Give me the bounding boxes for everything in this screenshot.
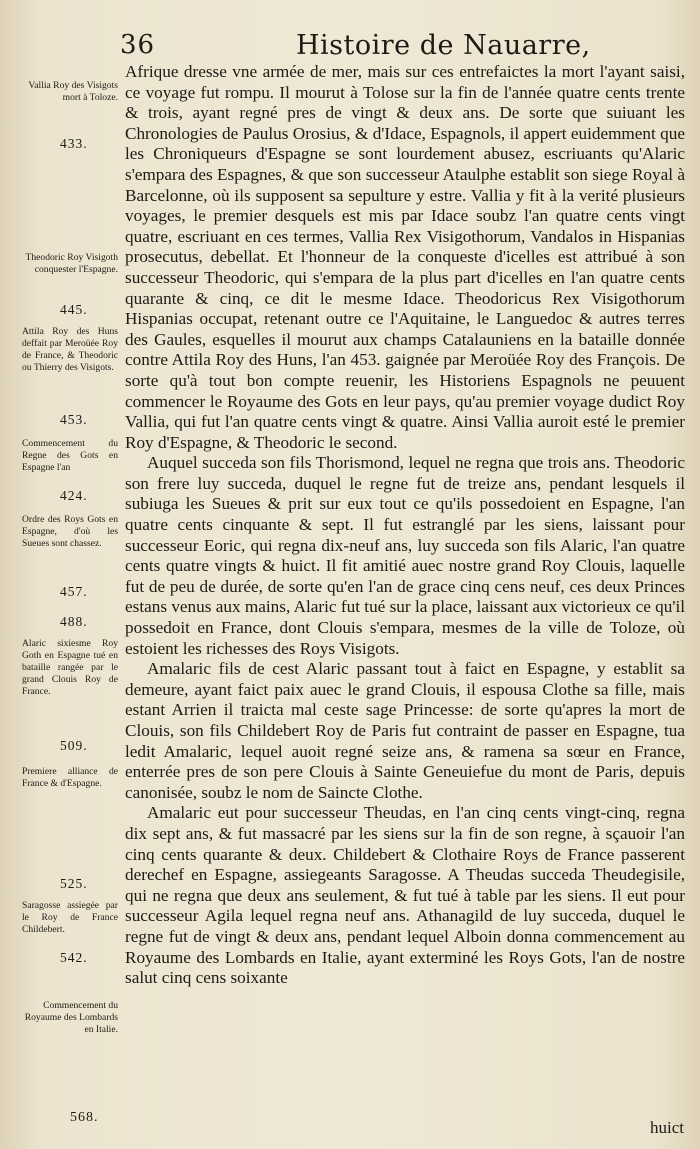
margin-note: Commencement du Royaume des Lombards en Italie.: [24, 1000, 118, 1035]
margin-note: Premiere alliance de France & d'Espagne.: [22, 766, 118, 789]
margin-year: 568.: [70, 1110, 99, 1125]
page-number: 36: [120, 30, 156, 60]
margin-note: Alaric sixiesme Roy Goth en Espagne tué en bataille rangée par le grand Clouis Roy de France.: [22, 638, 118, 697]
margin-note: Attila Roy des Huns deffait par Meroüée Roy de France, & Theodoric ou Thierry des Visigots.: [22, 326, 118, 373]
margin-year: 509.: [60, 738, 88, 753]
paragraph: Auquel succeda son fils Thorismond, lequel ne regna que trois ans. Theodoric son frere luy succeda, duquel le regne fut de treize ans, pendant lesquels il subiuga les Sueues & prit sur eux tout ce qu'ils possedoient en Espagne, l'an quatre cents cinquante & sept. Il fut estranglé par les siens, laissant pour successeur Eoric, qui regna dix-neuf ans, luy succeda son fils Alaric, l'an quatre cents quatre vingts & huict. Il fit amitié auec nostre grand Roy Clouis, laquelle fut de peu de durée, de sorte qu'en l'an de grace cinq cens neuf, ces deux Princes estans venus aux mains, Alaric fut tué sur la place, laissant aux victorieux ce qu'il possedoit en France, dont Clouis s'empara, mesmes de la ville de Toloze, où estoient les richesses des Roys Visigots.: [125, 453, 685, 658]
margin-note: Vallia Roy des Visigots mort à Toloze.: [28, 80, 118, 103]
margin-year: 488.: [60, 614, 88, 629]
margin-year: 424.: [60, 488, 88, 503]
margin-year: 542.: [60, 950, 88, 965]
margin-note: Ordre des Roys Gots en Espagne, d'où les Sueues sont chassez.: [22, 514, 118, 549]
paragraph: Afrique dresse vne armée de mer, mais sur ces entrefaictes la mort l'ayant saisi, ce voyage fut rompu. Il mourut à Tolose sur la fin de l'année quatre cents trente & trois, ayant regné pres de vingt & deux ans. De sorte que suiuant les Chronologies de Paulus Orosius, & d'Idace, Espagnols, il appert euidemment que les Chroniqueurs d'Espagne se sont lourdement abusez, escriuants qu'Alaric s'empara des Espagnes, & que son successeur Ataulphe establit son siege Royal à Barcelonne, où ils supposent sa sepulture y estre. Vallia y fit à la verité plusieurs voyages, le premier desquels est mis par Idace soubz l'an quatre cents vingt quatre, escriuant en ces termes, Vallia Rex Visigothorum, Vandalos in Hispanias prosecutus, debellat. Et l'honneur de la conqueste d'icelles est attribué à son successeur Theodoric, qui s'empara de la plus part d'icelles en l'an quatre cents quarante & cinq, ce dit le mesme Idace. Theodoricus Rex Visigothorum Hispanias occupat, retenant outre ce l'Aquitaine, le Languedoc & autres terres des Gaules, esquelles il mourut aux champs Catalauniens en la bataille donnée contre Attila Roy des Huns, l'an 453. gaignée par Meroüée Roy des François. De sorte qu'à tout bon compte reuenir, les Historiens Espagnols ne peuuent commencer le Royaume des Gots en leur pays, qu'au premier voyage dudict Roy Vallia, qui fut l'an quatre cents vingt & quatre. Ainsi Vallia auroit esté le premier Roy d'Espagne, & Theodoric le second.: [125, 62, 685, 452]
margin-year: 525.: [60, 876, 88, 891]
margin-note: Saragosse assiegée par le Roy de France Childebert.: [22, 900, 118, 935]
running-title: Histoire de Nauarre,: [296, 30, 591, 61]
margin-note: Commencement du Regne des Gots en Espagne l'an: [22, 438, 118, 473]
margin-year: 453.: [60, 412, 88, 427]
margin-year: 457.: [60, 584, 88, 599]
paragraph: Amalaric eut pour successeur Theudas, en l'an cinq cents vingt-cinq, regna dix sept ans, & fut massacré par les siens sur la fin de son regne, à sçauoir l'an cinq cents quarante & deux. Childebert & Clothaire Roys de France passerent derechef en Espagne, assiegeants Saragosse. A Theudas succeda Theudegisile, qui ne regna que deux ans seulement, & fut tué à table par les siens. Il eut pour successeur Agila lequel regna neuf ans. Athanagild de luy succeda, duquel le regne fut de vingt & deux ans, pendant lequel Alboin donna commencement au Royaume des Lombards en Italie, ayant exterminé les Roys Gots, l'an de nostre salut cinq cens soixante: [125, 803, 685, 988]
margin-year: 433.: [60, 136, 88, 151]
main-text: [125, 62, 685, 989]
catchword: huict: [650, 1118, 684, 1137]
margin-note: Theodoric Roy Visigoth conquester l'Espagne.: [25, 252, 118, 275]
margin-year: 445.: [60, 302, 88, 317]
paragraph: Amalaric fils de cest Alaric passant tout à faict en Espagne, y establit sa demeure, ayant faict paix auec le grand Clouis, il espousa Clothe sa fille, mais estant Arrien il traicta mal ceste sage Princesse: de sorte qu'apres la mort de Clouis, son fils Childebert Roy de Paris fut contraint de passer en Espagne, tua ledit Amalaric, lequel auoit regné seize ans, & ramena sa sœur en France, enterrée pres de son pere Clouis à Sainte Geneuiefue du mont de Paris, depuis canonisée, soubz le nom de Saincte Clothe.: [125, 659, 685, 802]
